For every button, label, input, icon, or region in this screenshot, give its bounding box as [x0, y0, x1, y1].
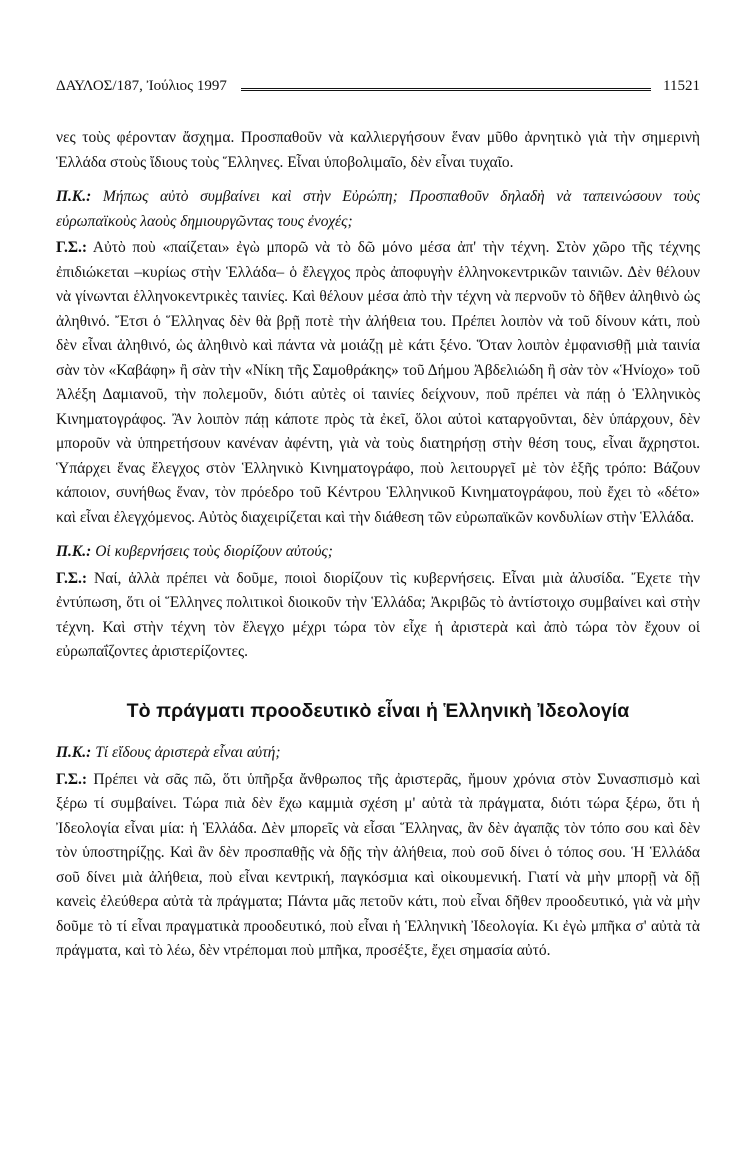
question-text: Μήπως αὐτὸ συμβαίνει καὶ στὴν Εὐρώπη; Προσπαθοῦν δηλαδὴ νὰ ταπεινώσουν τοὺς εὐρωπαϊκοὺς λαοὺς δημιουργῶντας τους ἐνοχές; — [56, 188, 701, 230]
journal-issue-label: ΔΑΥΛΟΣ/187, Ἰούλιος 1997 — [56, 77, 227, 94]
header-rule — [241, 88, 651, 91]
answer-text: Ναί, ἀλλὰ πρέπει νὰ δοῦμε, ποιοὶ διορίζουν τὶς κυβερνήσεις. Εἶναι μιὰ ἁλυσίδα. Ἔχετε τὴν ἐντύπωση, ὅτι οἱ Ἕλληνες πολιτικοὶ διοικοῦν τὴν Ἑλλάδα; Ἀκριβῶς τὸ ἀντίστοιχο συμβαίνει καὶ στὴν τέχνη. Καὶ στὴν τέχνη τὸν ἔλεγχο μέχρι τώρα τὸν εἶχε ἡ ἀριστερὰ καὶ ἀπὸ τώρα τὸν ἔχουν οἱ εὐρωπαΐζοντες ἀριστερίζοντες. — [56, 569, 700, 660]
interviewee-label: Γ.Σ.: — [56, 770, 88, 788]
running-header — [56, 74, 700, 98]
article-body — [56, 126, 700, 964]
question-paragraph — [56, 741, 700, 766]
question-paragraph — [56, 185, 700, 234]
question-text: Οἱ κυβερνήσεις τοὺς διορίζουν αὐτούς; — [95, 543, 333, 560]
answer-paragraph — [56, 768, 700, 964]
answer-text: Αὐτὸ ποὺ «παίζεται» ἐγὼ μπορῶ νὰ τὸ δῶ μόνο μέσα ἀπ' τὴν τέχνη. Στὸν χῶρο τῆς τέχνης ἐπιδιώκεται –κυρίως στὴν Ἑλλάδα– ὁ ἔλεγχος πρὸς ἀποφυγὴν ἑλληνοκεντρικῶν ταινιῶν. Δὲν θέλουν νὰ γίνωνται ἑλληνοκεντρικὲς ταινίες. Καὶ θέλουν μέσα ἀπὸ τὴν τέχνη νὰ περνοῦν τὸ δῆθεν ἀληθινὸ ὡς ἀληθινό. Ἔτσι ὁ Ἕλληνας δὲν θὰ βρῇ ποτὲ τὴν ἀλήθεια του. Πρέπει λοιπὸν νὰ τοῦ δίνουν κάτι, ποὺ δὲν εἶναι ἀληθινό, ὡς ἀληθινὸ καὶ πάντα νὰ μοιάζῃ μὲ κάτι ξένο. Ὅταν λοιπὸν ἐμφανισθῇ μιὰ ταινία σὰν τὸν «Καβάφη» ἢ σὰν τὴν «Νίκη τῆς Σαμοθράκης» τοῦ Δήμου Ἀβδελιώδη ἢ σὰν τὸν «Ἡνίοχο» τοῦ Ἀλέξη Δαμιανοῦ, τὴν πολεμοῦν, διότι αὐτὲς οἱ ταινίες δείχνουν, ποῦ πρέπει νὰ πάῃ ὁ Ἑλληνικὸς Κινηματογράφος. Ἂν λοιπὸν πάῃ κάποτε πρὸς τὰ ἐκεῖ, ὅλοι αὐτοὶ καταργοῦνται, δὲν ὑπάρχουν, δὲν μποροῦν νὰ ὑπηρετήσουν κανέναν ἀφέντη, γιὰ νὰ τοὺς διατηρήσῃ στὴν θέση τους, εἶναι ἄχρηστοι. Ὑπάρχει ἕνας ἔλεγχος στὸν Ἑλληνικὸ Κινηματογράφο, ποὺ λειτουργεῖ μὲ τὸν ἑξῆς τρόπο: Βάζουν κάποιον, συνήθως ἕναν, τὸν πρόεδρο τοῦ Κέντρου Ἑλληνικοῦ Κινηματογράφου, ποὺ ἔχει τὸ «δέτο» καὶ εἶναι ἐλεγχόμενος. Αὐτὸς διαχειρίζεται καὶ τὴν διάθεση τῶν εὐρωπαϊκῶν κονδυλίων στὴν Ἑλλάδα. — [56, 239, 700, 526]
intro-paragraph: νες τοὺς φέρονταν ἄσχημα. Προσπαθοῦν νὰ καλλιεργήσουν ἕναν μῦθο ἀρνητικὸ γιὰ τὴν σημερινὴ Ἑλλάδα στοὺς ἴδιους τοὺς Ἕλληνες. Εἶναι ὑποβολιμαῖο, δὲν εἶναι τυχαῖο. — [56, 129, 700, 171]
question-text: Τί εἴδους ἀριστερὰ εἶναι αὐτή; — [95, 744, 281, 761]
question-paragraph — [56, 540, 700, 565]
interviewer-label: Π.Κ.: — [56, 543, 92, 560]
page-number: 11521 — [663, 77, 700, 94]
interviewer-label: Π.Κ.: — [56, 188, 92, 205]
interviewer-label: Π.Κ.: — [56, 744, 92, 761]
answer-paragraph — [56, 567, 700, 665]
interviewee-label: Γ.Σ.: — [56, 569, 88, 587]
answer-paragraph — [56, 236, 700, 530]
section-heading: Τὸ πράγματι προοδευτικὸ εἶναι ἡ Ἑλληνικὴ Ἰδεολογία — [126, 699, 630, 722]
answer-text: Πρέπει νὰ σᾶς πῶ, ὅτι ὑπῆρξα ἄνθρωπος τῆς ἀριστερᾶς, ἤμουν χρόνια στὸν Συνασπισμὸ καὶ ξέρω τί συμβαίνει. Τώρα πιὰ δὲν ἔχω καμμιὰ σχέση μ' αὐτὰ τὰ πράγματα, διότι τώρα ξέρω, ὅτι ἡ Ἰδεολογία εἶναι μία: ἡ Ἑλλάδα. Δὲν μπορεῖς νὰ εἶσαι Ἕλληνας, ἂν δὲν ἀγαπᾷς τὸν τόπο σου καὶ δὲν τὸν ὑποστηρίζῃς. Καὶ ἂν δὲν προσπαθῇς νὰ δῇς τὴν ἀλήθεια, ποὺ σοῦ δίνει ὁ τόπος σου. Ἡ Ἑλλάδα σοῦ δίνει μιὰ ἀλήθεια, ποὺ εἶναι κεντρική, παγκόσμια καὶ οἰκουμενική. Γιατί νὰ μὴν μπορῇ νὰ δῇ κανεὶς ἐλεύθερα αὐτὰ τὰ πράγματα; Πάντα μᾶς πετοῦν κάτι, ποὺ εἶναι δῆθεν προοδευτικό, γιὰ νὰ μὴν δοῦμε τὸ τί εἶναι πραγματικὰ προοδευτικό, ποὺ εἶναι ἡ Ἑλληνικὴ Ἰδεολογία. Κι ἐγὼ μπῆκα σ' αὐτὰ τὰ πράγματα, καὶ τὸ λέω, δὲν ντρέπομαι ποὺ μπῆκα, προσέξτε, ἔχει σημασία αὐτό. — [56, 770, 701, 959]
journal-page — [56, 74, 700, 964]
interviewee-label: Γ.Σ.: — [56, 239, 88, 256]
